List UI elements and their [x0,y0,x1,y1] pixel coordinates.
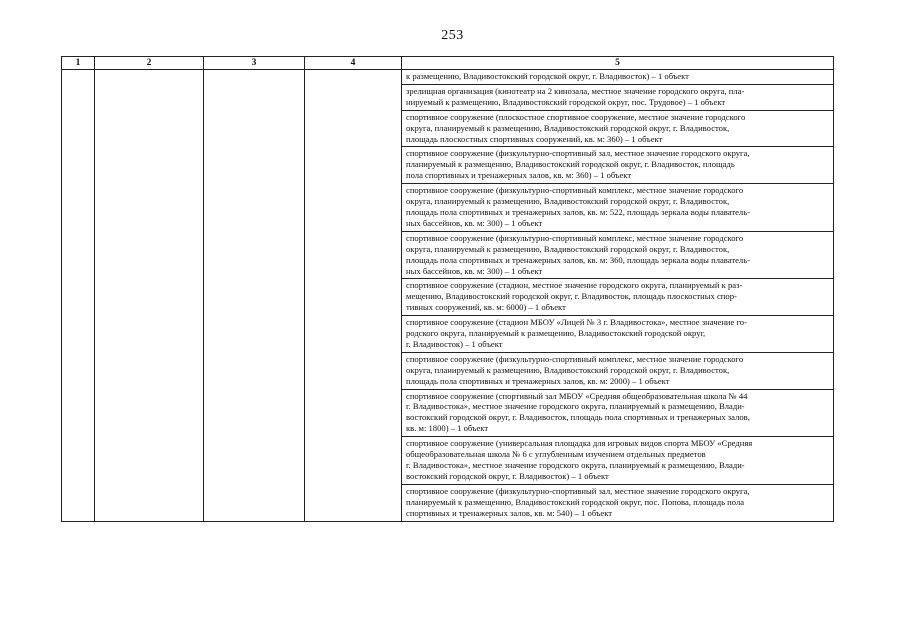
object-entry: спортивное сооружение (физкультурно-спортивный комплекс, местное значение городского округа, планируемый к размещению, Владивостокский городской округ, г. Владивосток, площадь пола спортивных и тренажерных залов, кв. м: 2000) – 1 объект [402,353,833,390]
cell-column-1 [62,70,95,522]
cell-column-2 [95,70,204,522]
column-header-4: 4 [305,57,402,70]
column-header-1: 1 [62,57,95,70]
object-entry: спортивное сооружение (плоскостное спортивное сооружение, местное значение городского округа, планируемый к размещению, Владивостокский городской округ, г. Владивосток, площадь плоскостных спортивных сооружений, кв. м: 360) – 1 объект [402,111,833,148]
object-entry: спортивное сооружение (стадион, местное значение городского округа, планируемый к раз- мещению, Владивостокский городской округ, г. Владивосток, площадь плоскостных спор- тивных сооружений, кв. м: 6000) – 1 объект [402,279,833,316]
cell-column-5 [402,70,834,522]
cell-column-4 [305,70,402,522]
column-header-3: 3 [204,57,305,70]
column-header-5: 5 [402,57,834,70]
column-header-2: 2 [95,57,204,70]
object-entry: спортивное сооружение (универсальная площадка для игровых видов спорта МБОУ «Средняя общеобразовательная школа № 6 с углубленным изучением отдельных предметов г. Владивостока», местное значение городского округа, планируемый к размещению, Влади- востокский городской округ, г. Владивосток) – 1 объект [402,437,833,485]
object-entry: спортивное сооружение (спортивный зал МБОУ «Средняя общеобразовательная школа № 44 г. Владивостока», местное значение городского округа, планируемый к размещению, Влади- востокский городской округ, г. Владивосток, площадь пола спортивных и тренажерных залов, кв. м: 1800) – 1 объект [402,390,833,438]
object-entry: спортивное сооружение (физкультурно-спортивный зал, местное значение городского округа, планируемый к размещению, Владивостокский городской округ, пос. Попова, площадь пола спортивных и тренажерных залов, кв. м: 540) – 1 объект [406,485,750,518]
object-entry: к размещению, Владивостокский городской округ, г. Владивосток) – 1 объект [402,70,833,85]
page-number: 253 [441,28,464,43]
header-row [62,57,834,70]
object-entry: зрелищная организация (кинотеатр на 2 кинозала, местное значение городского округа, пла- нируемый к размещению, Владивостокский городской округ, пос. Трудовое) – 1 объект [402,85,833,111]
document-table [61,56,834,522]
object-entry: спортивное сооружение (физкультурно-спортивный комплекс, местное значение городского округа, планируемый к размещению, Владивостокский городской округ, г. Владивосток, площадь пола спортивных и тренажерных залов, кв. м: 360, площадь зеркала воды плаватель- ных бассейнов, кв. м: 300) – 1 объект [402,232,833,280]
cell-column-3 [204,70,305,522]
object-entry: спортивное сооружение (стадион МБОУ «Лицей № 3 г. Владивостока», местное значение го- родского округа, планируемый к размещению, Владивостокский городской округ, г. Владивосток) – 1 объект [402,316,833,353]
table-row [62,70,834,522]
object-entry: спортивное сооружение (физкультурно-спортивный комплекс, местное значение городского округа, планируемый к размещению, Владивостокский городской округ, г. Владивосток, площадь пола спортивных и тренажерных залов, кв. м: 522, площадь зеркала воды плаватель- ных бассейнов, кв. м: 300) – 1 объект [402,184,833,232]
object-entry: спортивное сооружение (физкультурно-спортивный зал, местное значение городского округа, планируемый к размещению, Владивостокский городской округ, г. Владивосток, площадь пола спортивных и тренажерных залов, кв. м: 360) – 1 объект [402,147,833,184]
